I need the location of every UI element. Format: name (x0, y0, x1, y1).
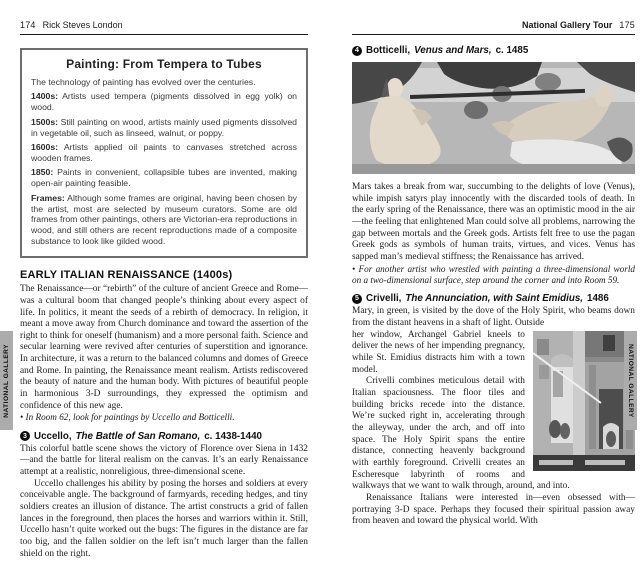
uccello-paragraph-2: Uccello challenges his ability by posing the horses and soldiers at every conceivable angle. The background of farmyards, receding hedges, and tiny soldiers creates an illusion of distance. The artist constructs a grid of fallen lances in the foreground, then places the horses and warriors within it. Still, Uccello hasn’t quite worked out the bugs: The figures in the distance are far too big, and the fallen soldier on the left isn’t much larger than the fallen shield on the right. (20, 478, 308, 559)
artwork-title: The Battle of San Romano, (75, 430, 201, 442)
botticelli-paragraph: Mars takes a break from war, succumbing to the delights of love (Venus), while impish satyrs play innocently with the discarded tools of death. In the early spring of the Renaissance, there was an optimistic mood in the air—the feeling that enlightened Man could solve all problems, narrowing the gap between mortals and the Greek gods. Artists felt free to use the pagan Greek gods as symbols of human traits, virtues, and vices. Venus has sapped man’s medieval stiffness; the Renaissance has arrived. (352, 182, 635, 262)
artwork-title: The Annunciation, with Saint Emidius, (405, 293, 584, 305)
edge-tab-label: NATIONAL GALLERY (3, 343, 10, 418)
sidebar-entry-1600s (31, 142, 297, 164)
crivelli-paragraph-lead: Mary, in green, is visited by the dove of the Holy Spirit, who beams down from the distant heavens in a shaft of light. Outside (352, 306, 635, 329)
artwork-date: c. 1485 (495, 45, 529, 56)
sidebar-entry-1850 (31, 167, 297, 189)
stop-number-badge: 3 (20, 431, 30, 441)
left-page-number: 174 (20, 20, 36, 30)
entry-text: Still painting on wood, artists mainly used pigments dissolved in vegetable oil, such as linseed, walnut, or poppy. (31, 116, 297, 138)
right-running-header (352, 20, 635, 35)
crivelli-paragraph-1: her window, Archangel Gabriel kneels to deliver the news of her impending pregnancy, while St. Emidius distracts him with a town model. (352, 329, 525, 375)
artwork-date: c. 1438-1440 (204, 430, 262, 442)
crivelli-text-wrap (352, 330, 635, 528)
venus-and-mars-painting (352, 62, 635, 174)
artist-name: Crivelli, (366, 293, 402, 305)
national-gallery-edge-tab-right (624, 331, 637, 430)
entry-text: Although some frames are original, having been chosen by the artist, most are selected by museum curators. Some are old frames from other paintings, others are Victorian-era reproductions in wood, and still others are recent reproductions made of a composite substance to look like gilded wood. (31, 192, 297, 247)
right-running-title: National Gallery Tour (522, 20, 613, 30)
crivelli-paragraph-2: Crivelli combines meticulous detail with Italian spaciousness. The floor tiles and building bricks recede into the distance. We’re sucked right in, accelerating through the alleyway, under the arch, and off into space. The Holy Spirit spans the entire distance, connecting heavenly background with earthly foreground. Crivelli creates an Escheresque labyrinth of rooms and walkways that we want to walk through, around, and into. (352, 376, 570, 492)
sidebar-intro: The technology of painting has evolved over the centuries. (31, 77, 256, 87)
artwork-title: Venus and Mars, (414, 45, 492, 56)
stop-number-badge: 4 (352, 46, 362, 56)
left-running-header (20, 20, 308, 35)
room-59-tip: • For another artist who wrestled with painting a three-dimensional world on a two-dimensional surface, step around the corner and into Room 59. (352, 263, 635, 285)
artist-name: Botticelli, (366, 45, 411, 56)
botticelli-heading (352, 45, 635, 56)
room-62-tip: • In Room 62, look for paintings by Uccello and Botticelli. (20, 412, 235, 423)
sidebar-entry-1400s (31, 91, 297, 113)
right-page (352, 20, 635, 528)
crivelli-heading (352, 293, 635, 304)
entry-label: 1400s: (31, 91, 59, 102)
sidebar-entry-1500s (31, 117, 297, 139)
annunciation-painting (533, 331, 635, 471)
entry-label: 1500s: (31, 116, 59, 127)
entry-text: Artists applied oil paints to canvases stretched across wooden frames. (31, 142, 297, 163)
entry-label: 1600s: (31, 142, 59, 153)
tempera-to-tubes-sidebar (20, 48, 308, 258)
artwork-date: 1486 (587, 293, 609, 305)
crivelli-paragraph-3: Renaissance Italians were interested in—even obsessed with—portraying 3-D space. Perhaps they focused their spiritual passion away from heaven and toward the physical world. With (352, 492, 635, 527)
sidebar-title: Painting: From Tempera to Tubes (66, 57, 262, 71)
section-heading-early-italian-renaissance: EARLY ITALIAN RENAISSANCE (1400s) (20, 269, 233, 282)
sidebar-entry-frames (31, 193, 297, 248)
uccello-paragraph-1: This colorful battle scene shows the victory of Florence over Siena in 1432—and the battle for literal realism on the canvas. It’s an early Renaissance attempt at a realistic, nonreligious, three-dimensional scene. (20, 443, 308, 478)
uccello-heading (20, 431, 308, 442)
entry-text: Paints in convenient, collapsible tubes are invented, making open-air painting feasible. (31, 167, 297, 189)
artist-name: Uccello, (34, 430, 72, 442)
left-page (20, 20, 308, 560)
entry-label: 1850: (31, 167, 54, 178)
left-running-title: Rick Steves London (42, 20, 123, 30)
national-gallery-edge-tab-left (0, 331, 13, 430)
entry-text: Artists used tempera (pigments dissolved in egg yolk) on wood. (31, 91, 297, 113)
right-page-number: 175 (619, 20, 635, 30)
edge-tab-label: NATIONAL GALLERY (627, 343, 634, 418)
renaissance-paragraph: The Renaissance—or “rebirth” of the culture of ancient Greece and Rome—was a cultural boom that changed people’s thinking about every aspect of life. In politics, it meant the seeds of a rebirth of democracy. In religion, it meant a move away from Church dominance and toward the assertion of the right to think for oneself (humanism) and a more personal faith. Science and secular learning were revived after centuries of superstition and ignorance. In architecture, it was a return to the balanced columns and domes of Greece and Rome. In painting, the Renaissance meant realism. Artists rediscovered the beauty of nature and the human body. With pictures of beautiful people in harmonious 3-D surroundings, they expressed the optimism and confidence of this new age. (20, 284, 308, 411)
entry-label: Frames: (31, 192, 65, 203)
stop-number-badge: 5 (352, 294, 362, 304)
